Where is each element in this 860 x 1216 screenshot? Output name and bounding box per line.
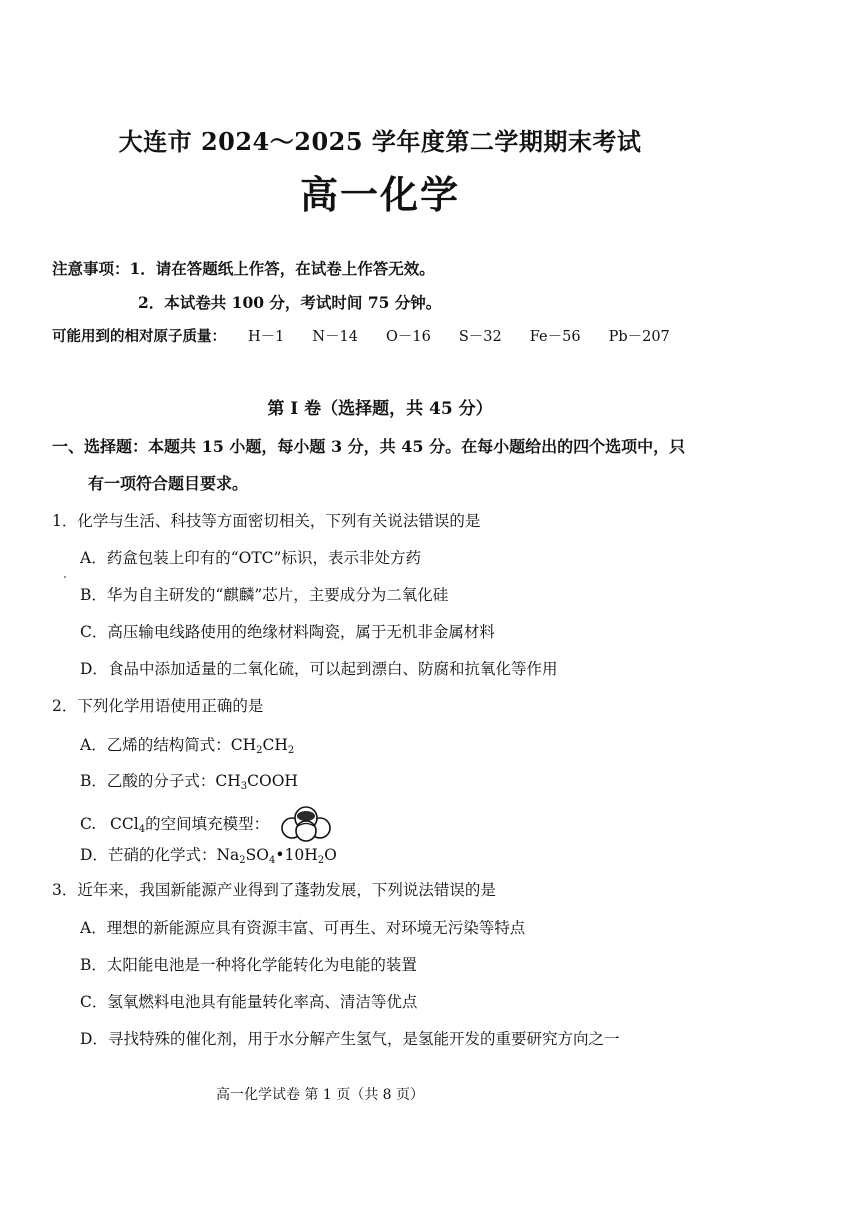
option-letter: B． (80, 586, 107, 604)
atomic-mass-s: S－32 (458, 329, 502, 345)
question-3-option-c (80, 991, 417, 1013)
section-title: 第 I 卷（选择题，共 45 分） (267, 399, 493, 419)
notes-item-1: 1．请在答题纸上作答，在试卷上作答无效。 (129, 259, 435, 278)
subscript: 4 (268, 855, 276, 866)
option-letter: D． (80, 660, 108, 678)
question-1-option-b (80, 584, 448, 606)
atomic-mass-label: 可能用到的相对原子质量： (52, 328, 226, 345)
formula-text: 的空间填充模型： (145, 815, 270, 833)
option-letter: A． (80, 549, 107, 567)
option-letter: C． (80, 623, 108, 641)
ccl4-space-filling-model-icon (278, 804, 334, 842)
section-instruction-2: 有一项符合题目要求。 (88, 474, 249, 493)
question-3-option-b (80, 954, 417, 976)
formula-text: CH (262, 736, 288, 754)
atomic-mass-row (52, 326, 670, 348)
atomic-mass-h: H－1 (248, 329, 285, 345)
question-3-stem: 3．近年来，我国新能源产业得到了蓬勃发展，下列说法错误的是 (52, 881, 496, 899)
formula-text: O (324, 846, 337, 864)
question-2-option-d (80, 844, 337, 866)
subscript: 3 (240, 781, 248, 792)
scan-speck (64, 576, 66, 578)
subscript: 2 (287, 745, 295, 756)
subscript: 2 (317, 855, 325, 866)
notes-line-1 (52, 258, 435, 280)
subscript: 2 (239, 855, 246, 866)
question-1-stem: 1．化学与生活、科技等方面密切相关，下列有关说法错误的是 (52, 512, 481, 530)
atomic-mass-o: O－16 (386, 329, 431, 345)
option-text: 高压输电线路使用的绝缘材料陶瓷，属于无机非金属材料 (107, 623, 495, 641)
question-2-option-c (80, 806, 334, 844)
option-letter: C． (80, 993, 108, 1011)
notes-label: 注意事项： (52, 259, 130, 278)
option-letter: B． (80, 956, 107, 974)
question-2-stem: 2．下列化学用语使用正确的是 (52, 697, 264, 715)
page-footer: 高一化学试卷 第 1 页（共 8 页） (215, 1087, 425, 1103)
option-text: 华为自主研发的“麒麟”芯片，主要成分为二氧化硅 (106, 586, 449, 604)
question-1-option-d (80, 658, 557, 680)
formula-text: •10H (275, 846, 318, 864)
exam-title: 大连市 2024～2025 学年度第二学期期末考试 (118, 127, 642, 156)
option-text: 药盒包装上印有的“OTC”标识，表示非处方药 (106, 549, 421, 567)
atomic-mass-fe: Fe－56 (529, 329, 581, 345)
subscript: 2 (256, 745, 263, 756)
formula-text: SO (245, 846, 269, 864)
option-letter: D． (80, 1030, 108, 1048)
formula-text: 乙酸的分子式：CH (106, 772, 241, 790)
option-text: 氢氧燃料电池具有能量转化率高、清洁等优点 (107, 993, 418, 1011)
option-letter: B． (80, 772, 107, 790)
option-text: 理想的新能源应具有资源丰富、可再生、对环境无污染等特点 (106, 919, 526, 937)
question-1-option-a (80, 547, 421, 569)
atomic-mass-pb: Pb－207 (608, 329, 670, 345)
option-text: 食品中添加适量的二氧化硫，可以起到漂白、防腐和抗氧化等作用 (107, 660, 558, 678)
formula-text: 芒硝的化学式：Na (107, 846, 240, 864)
question-1-option-c (80, 621, 495, 643)
option-letter: C. (80, 815, 97, 833)
atomic-mass-n: N－14 (312, 329, 359, 345)
formula-text: CCl (110, 815, 139, 833)
option-text: 寻找特殊的催化剂，用于水分解产生氢气，是氢能开发的重要研究方向之一 (107, 1030, 620, 1048)
formula-text: 乙烯的结构简式：CH (106, 736, 257, 754)
question-3-option-d (80, 1028, 619, 1050)
question-2-option-b (80, 770, 298, 792)
subscript: 4 (138, 824, 146, 835)
option-letter: A． (80, 919, 107, 937)
notes-item-2: 2．本试卷共 100 分，考试时间 75 分钟。 (138, 293, 442, 312)
question-2-option-a (80, 734, 294, 756)
section-instruction-1: 一、选择题：本题共 15 小题，每小题 3 分，共 45 分。在每小题给出的四个选项中，只 (52, 437, 686, 456)
exam-subject: 高一化学 (299, 172, 460, 217)
option-letter: A． (80, 736, 107, 754)
option-letter: D． (80, 846, 108, 864)
question-3-option-a (80, 917, 525, 939)
formula-text: COOH (247, 772, 298, 790)
option-text: 太阳能电池是一种将化学能转化为电能的装置 (106, 956, 417, 974)
